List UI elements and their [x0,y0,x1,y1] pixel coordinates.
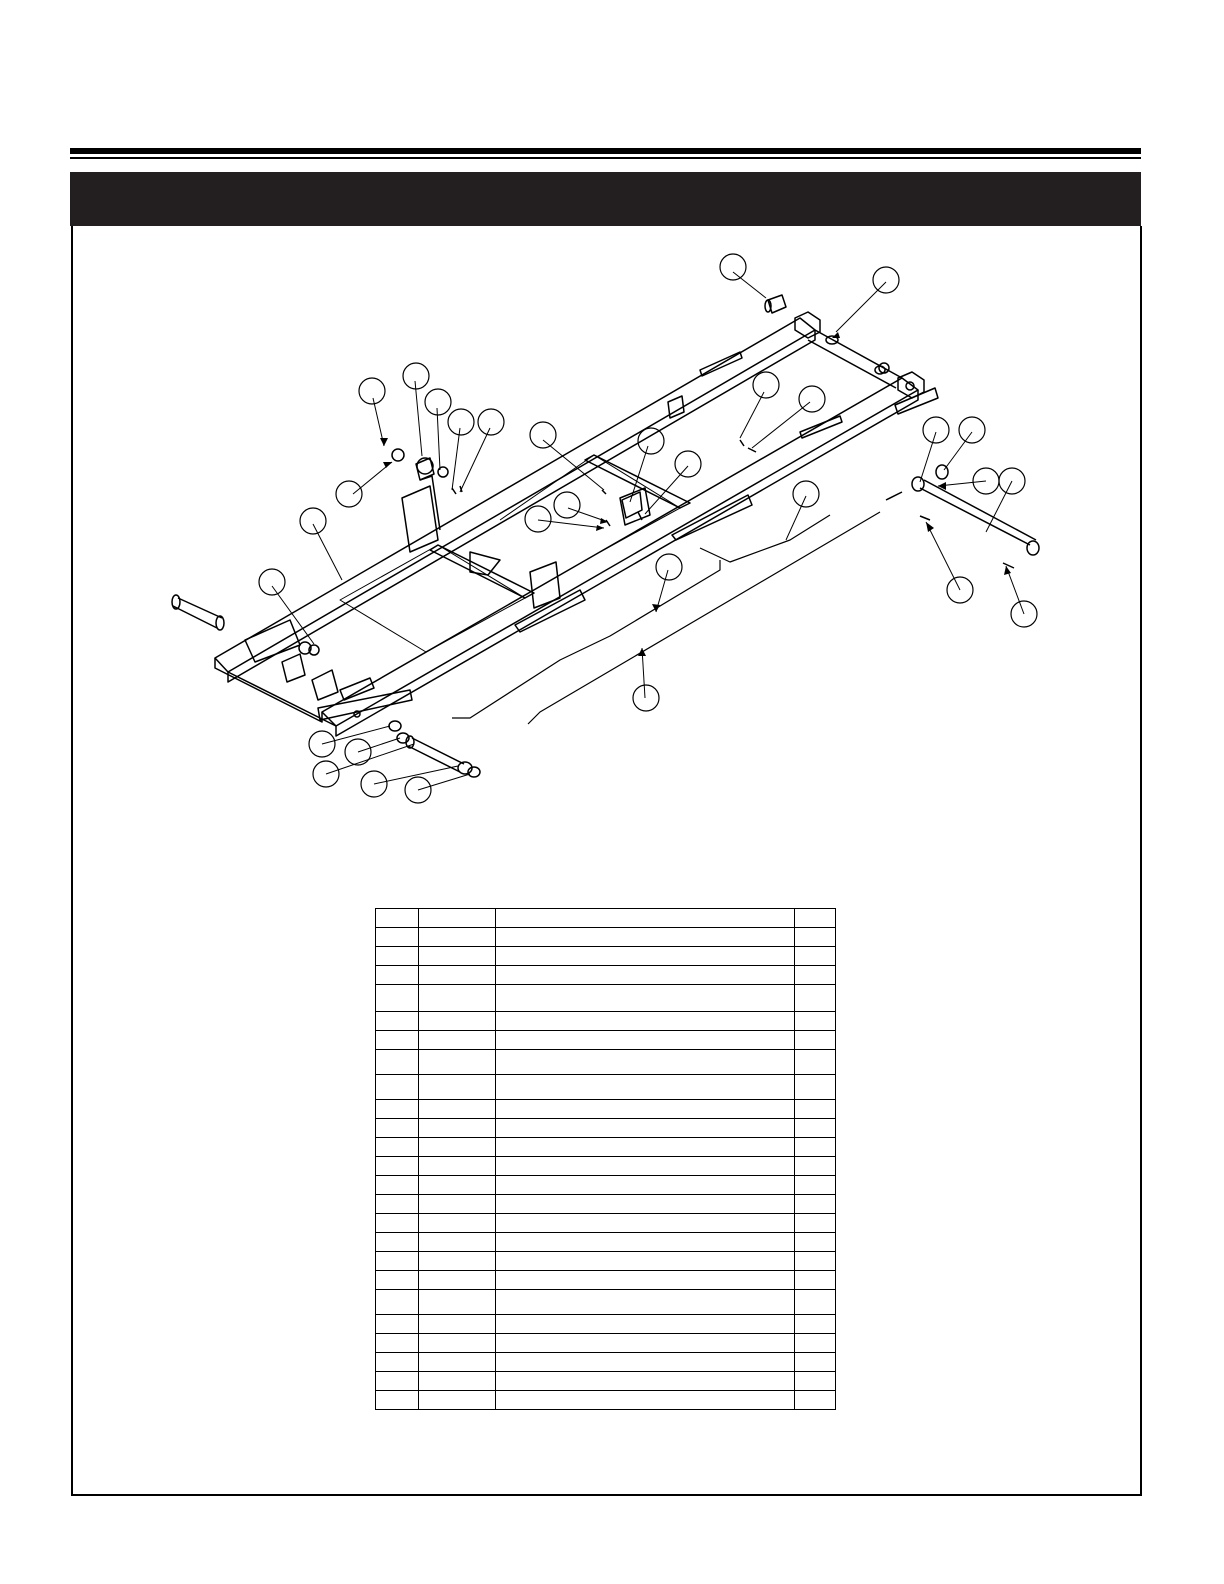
table-cell [376,1353,419,1372]
table-cell [794,1176,835,1195]
table-row [376,947,836,966]
table-row [376,1290,836,1315]
table-cell [419,1290,496,1315]
table-cell [794,947,835,966]
table-cell [496,966,794,985]
table-cell [496,1050,794,1075]
table-cell [794,1334,835,1353]
table-cell [496,1012,794,1031]
table-cell [419,1119,496,1138]
table-cell [376,1050,419,1075]
table-cell [376,1119,419,1138]
table-cell [496,1233,794,1252]
table-cell [794,1050,835,1075]
table-cell [496,1075,794,1100]
table-row [376,1271,836,1290]
table-cell [496,928,794,947]
table-row [376,1050,836,1075]
table-row [376,1353,836,1372]
linkage-rods [452,512,880,724]
table-row [376,1372,836,1391]
table-cell [419,1075,496,1100]
table-cell [496,1138,794,1157]
table-cell [794,1031,835,1050]
table-cell [419,1315,496,1334]
table-row [376,1012,836,1031]
table-cell [496,1031,794,1050]
table-cell [376,1100,419,1119]
table-cell [419,1031,496,1050]
table-row [376,1315,836,1334]
table-cell [496,1214,794,1233]
table-cell [794,1195,835,1214]
front-pin [172,595,224,630]
table-cell [419,1372,496,1391]
table-cell [794,1012,835,1031]
table-cell [419,1176,496,1195]
table-cell [496,1195,794,1214]
table-row [376,928,836,947]
table-cell [419,1100,496,1119]
table-cell [496,1391,794,1410]
table-row [376,1391,836,1410]
table-cell [419,1050,496,1075]
table-cell [794,1214,835,1233]
table-cell [419,1195,496,1214]
table-cell [496,1157,794,1176]
table-cell [496,1315,794,1334]
table-cell [794,1075,835,1100]
table-row [376,1334,836,1353]
table-row [376,1195,836,1214]
header-item [376,909,419,928]
table-cell [376,1075,419,1100]
table-cell [496,1176,794,1195]
table-cell [794,1119,835,1138]
table-cell [496,1290,794,1315]
table-row [376,1176,836,1195]
table-row [376,1214,836,1233]
table-cell [419,947,496,966]
table-cell [376,1176,419,1195]
table-cell [794,985,835,1012]
table-row [376,1138,836,1157]
table-cell [794,1157,835,1176]
table-row [376,1100,836,1119]
table-cell [794,1353,835,1372]
table-cell [794,1271,835,1290]
table-cell [496,985,794,1012]
table-cell [419,1252,496,1271]
table-cell [419,966,496,985]
table-cell [376,1214,419,1233]
table-cell [376,1031,419,1050]
table-row [376,985,836,1012]
callout-bubbles [259,254,1037,803]
table-cell [419,1138,496,1157]
header-quantity [794,909,835,928]
table-cell [419,1157,496,1176]
table-cell [376,1233,419,1252]
table-cell [419,1353,496,1372]
table-cell [496,1100,794,1119]
table-cell [794,1290,835,1315]
table-row [376,1031,836,1050]
callout-leaders [272,272,1024,790]
table-cell [376,1012,419,1031]
table-cell [496,1353,794,1372]
table-row [376,1233,836,1252]
table-cell [496,947,794,966]
table-cell [419,985,496,1012]
table-cell [794,1391,835,1410]
table-row [376,1075,836,1100]
table-cell [496,1119,794,1138]
table-cell [376,1372,419,1391]
table-cell [794,1315,835,1334]
table-cell [376,1157,419,1176]
table-cell [794,928,835,947]
table-cell [794,966,835,985]
table-cell [376,1334,419,1353]
table-cell [376,966,419,985]
table-cell [496,1372,794,1391]
table-cell [794,1100,835,1119]
lower-pin-assembly [389,721,480,777]
table-cell [794,1233,835,1252]
table-cell [496,1334,794,1353]
table-cell [419,1214,496,1233]
table-cell [419,1233,496,1252]
table-cell [376,1391,419,1410]
table-cell [419,1391,496,1410]
rear-pin-assembly [886,465,1039,568]
parts-table-body [376,928,836,1410]
parts-list-table [375,908,836,1410]
table-cell [794,1138,835,1157]
table-cell [376,947,419,966]
table-cell [496,1271,794,1290]
table-cell [376,1138,419,1157]
callout-arrowheads [380,332,1011,656]
table-cell [376,928,419,947]
table-cell [794,1252,835,1271]
table-cell [419,1334,496,1353]
table-row [376,1157,836,1176]
table-cell [794,1372,835,1391]
table-cell [419,1012,496,1031]
table-cell [376,1271,419,1290]
table-header-row [376,909,836,928]
table-row [376,966,836,985]
table-cell [419,1271,496,1290]
table-cell [496,1252,794,1271]
header-description [496,909,794,928]
table-cell [419,928,496,947]
table-cell [376,1252,419,1271]
table-cell [376,985,419,1012]
table-row [376,1252,836,1271]
main-frame [215,312,938,736]
table-cell [376,1290,419,1315]
table-cell [376,1315,419,1334]
table-cell [376,1195,419,1214]
header-part-number [419,909,496,928]
table-row [376,1119,836,1138]
